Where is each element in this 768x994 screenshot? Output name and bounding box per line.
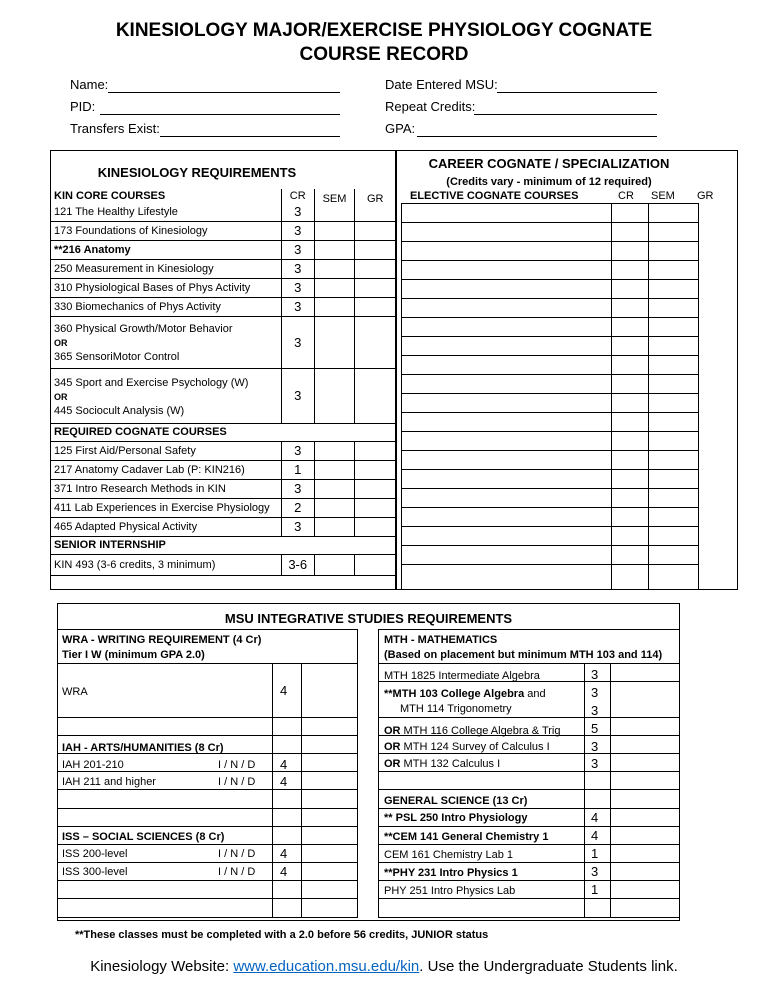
- kin-core-name: 310 Physiological Bases of Phys Activity: [51, 278, 282, 297]
- grid-line: [57, 880, 357, 881]
- mth-cr: 3: [591, 703, 599, 718]
- gr-cell[interactable]: [355, 517, 396, 536]
- grid-line: [57, 844, 357, 845]
- gr-cell[interactable]: [355, 278, 396, 297]
- mth-row: [384, 758, 500, 770]
- grid-line: [401, 279, 698, 280]
- grid-line: [401, 488, 698, 489]
- kin-core-name: 330 Biomechanics of Phys Activity: [51, 297, 282, 316]
- transfers-field[interactable]: [160, 136, 340, 137]
- grid-line: [378, 880, 680, 881]
- transfers-label: Transfers Exist:: [70, 121, 160, 136]
- grid-line: [378, 771, 680, 772]
- iss-heading: ISS – SOCIAL SCIENCES (8 Cr): [62, 831, 225, 843]
- sci-name: CEM 161 Chemistry Lab 1: [384, 849, 513, 861]
- mth-cr: 3: [591, 739, 599, 754]
- grid-line: [584, 663, 585, 918]
- career-gr-header: GR: [697, 190, 714, 202]
- career-subheading: (Credits vary - minimum of 12 required): [446, 176, 652, 188]
- iss-cr: 4: [280, 864, 288, 879]
- grid-line: [401, 545, 698, 546]
- wra-subheading: Tier I W (minimum GPA 2.0): [62, 649, 205, 661]
- table-row: [51, 221, 396, 240]
- mth-132: MTH 132 Calculus I: [400, 758, 501, 770]
- pid-field[interactable]: [100, 114, 340, 115]
- req-cr: 3: [281, 479, 314, 498]
- career-box: [396, 150, 738, 590]
- iah-grade[interactable]: I / N / D: [218, 759, 256, 771]
- grid-line: [648, 203, 649, 589]
- sem-cell[interactable]: [314, 517, 355, 536]
- intern-heading: SENIOR INTERNSHIP: [51, 536, 396, 554]
- grid-line: [57, 735, 357, 736]
- career-heading: CAREER COGNATE / SPECIALIZATION: [428, 156, 670, 171]
- kin-core-cr: 3: [281, 259, 314, 278]
- grid-line: [378, 826, 680, 827]
- gpa-label: GPA:: [385, 121, 416, 136]
- mth-124: MTH 124 Survey of Calculus I: [400, 741, 550, 753]
- mth-or: OR: [384, 758, 401, 770]
- kin-core-name: **216 Anatomy: [51, 240, 282, 259]
- gr-cell[interactable]: [355, 240, 396, 259]
- grid-line: [378, 917, 680, 918]
- kin-gr-header: GR: [355, 189, 396, 221]
- grid-line: [401, 564, 698, 565]
- grid-line: [57, 789, 357, 790]
- gr-cell[interactable]: [355, 221, 396, 240]
- kin-core-cr: 3: [281, 203, 314, 221]
- sci-name: PHY 251 Intro Physics Lab: [384, 885, 516, 897]
- req-cr: 1: [281, 460, 314, 479]
- iah-name: IAH 211 and higher: [62, 776, 156, 788]
- date-entered-field[interactable]: [497, 92, 657, 93]
- table-row: [51, 554, 396, 575]
- choice1-a: 360 Physical Growth/Motor Behavior: [54, 323, 233, 335]
- intern-cr: 3-6: [281, 554, 314, 575]
- grid-line: [401, 469, 698, 470]
- grid-line: [698, 203, 699, 589]
- kin-choice1-cr: 3: [281, 316, 314, 368]
- gr-cell[interactable]: [355, 554, 396, 575]
- mth-or: OR: [384, 725, 401, 737]
- kin-sem-header: SEM: [314, 189, 355, 221]
- sci-heading: GENERAL SCIENCE (13 Cr): [384, 795, 528, 807]
- date-entered-label: Date Entered MSU:: [385, 77, 498, 92]
- gr-cell[interactable]: [355, 259, 396, 278]
- mth-or: OR: [384, 741, 401, 753]
- sem-cell[interactable]: [314, 479, 355, 498]
- mth-row: [384, 725, 560, 737]
- kin-cr-header: CR: [281, 189, 314, 203]
- mth-row: MTH 1825 Intermediate Algebra: [384, 670, 540, 682]
- name-field[interactable]: [108, 92, 340, 93]
- kin-core-cr: 3: [281, 297, 314, 316]
- kin-choice2-cr: 3: [281, 368, 314, 423]
- website-prefix: Kinesiology Website:: [90, 958, 234, 975]
- grid-line: [57, 898, 357, 899]
- gpa-field[interactable]: [417, 136, 657, 137]
- mth-cr: 3: [591, 685, 599, 700]
- career-sem-header: SEM: [651, 190, 675, 202]
- choice1-b: 365 SensoriMotor Control: [54, 351, 180, 363]
- grid-line: [401, 260, 698, 261]
- gr-cell[interactable]: [355, 297, 396, 316]
- kin-heading: KINESIOLOGY REQUIREMENTS: [97, 165, 297, 180]
- gr-cell[interactable]: [355, 316, 396, 368]
- table-row: [51, 498, 396, 517]
- choice2-b: 445 Sociocult Analysis (W): [54, 404, 185, 417]
- grid-line: [401, 298, 698, 299]
- grid-line: [401, 507, 698, 508]
- grid-line: [57, 917, 357, 918]
- kin-core-cr: 3: [281, 221, 314, 240]
- grid-line: [401, 336, 698, 337]
- website-suffix: . Use the Undergraduate Students link.: [419, 958, 678, 975]
- sci-name: ** PSL 250 Intro Physiology: [384, 812, 528, 824]
- grid-line: [57, 771, 357, 772]
- grid-line: [57, 862, 357, 863]
- kin-core-cr: 3: [281, 240, 314, 259]
- grid-line: [378, 629, 379, 918]
- mth-and: and: [524, 688, 546, 700]
- choice2-or: OR: [54, 391, 68, 402]
- iss-cr: 4: [280, 846, 288, 861]
- iah-name: IAH 201-210: [62, 759, 124, 771]
- grid-line: [401, 412, 698, 413]
- iss-grade[interactable]: I / N / D: [218, 848, 256, 860]
- grid-line: [357, 629, 358, 918]
- iss-grade[interactable]: I / N / D: [218, 866, 256, 878]
- sem-cell[interactable]: [314, 297, 355, 316]
- kin-core-name: 173 Foundations of Kinesiology: [51, 221, 282, 240]
- table-row: [51, 278, 396, 297]
- table-row: [51, 517, 396, 536]
- kin-core-name: 121 The Healthy Lifestyle: [51, 203, 282, 221]
- mth-row: [384, 688, 546, 700]
- iah-heading: IAH - ARTS/HUMANITIES (8 Cr): [62, 742, 224, 754]
- table-row: [51, 368, 396, 423]
- mth-heading: MTH - MATHEMATICS: [384, 634, 498, 646]
- sem-cell[interactable]: [314, 554, 355, 575]
- wra-heading: WRA - WRITING REQUIREMENT (4 Cr): [62, 634, 262, 646]
- wra-cr: 4: [280, 683, 288, 698]
- grid-line: [401, 393, 698, 394]
- mth-row: MTH 114 Trigonometry: [400, 703, 512, 715]
- sci-name: **CEM 141 General Chemistry 1: [384, 831, 549, 843]
- table-row: [51, 441, 396, 460]
- grid-line: [401, 222, 698, 223]
- grid-line: [611, 203, 612, 589]
- grid-line: [401, 317, 698, 318]
- grid-line: [57, 629, 357, 630]
- grid-line: [610, 663, 611, 918]
- sem-cell[interactable]: [314, 259, 355, 278]
- table-row: [51, 479, 396, 498]
- gr-cell[interactable]: [355, 441, 396, 460]
- iah-cr: 4: [280, 757, 288, 772]
- kin-table: [50, 189, 396, 576]
- msu-heading: MSU INTEGRATIVE STUDIES REQUIREMENTS: [224, 611, 513, 626]
- repeat-credits-field[interactable]: [474, 114, 657, 115]
- mth-cr: 3: [591, 667, 599, 682]
- grid-line: [57, 826, 357, 827]
- pid-label: PID:: [70, 99, 96, 114]
- req-cognate-heading: REQUIRED COGNATE COURSES: [51, 423, 396, 441]
- choice2-a: 345 Sport and Exercise Psychology (W): [54, 376, 249, 389]
- sci-cr: 4: [591, 828, 599, 843]
- sem-cell[interactable]: [314, 441, 355, 460]
- grid-line: [401, 450, 698, 451]
- sem-cell[interactable]: [314, 221, 355, 240]
- grid-line: [378, 898, 680, 899]
- iah-cr: 4: [280, 774, 288, 789]
- grid-line: [378, 862, 680, 863]
- grid-line: [378, 808, 680, 809]
- wra-name: WRA: [62, 686, 88, 698]
- grid-line: [401, 526, 698, 527]
- page-subtitle: COURSE RECORD: [299, 44, 469, 65]
- table-row: [51, 297, 396, 316]
- gr-cell[interactable]: [355, 479, 396, 498]
- career-cr-header: CR: [618, 190, 634, 202]
- iss-name: ISS 200-level: [62, 848, 128, 860]
- req-cr: 2: [281, 498, 314, 517]
- sci-cr: 1: [591, 846, 599, 861]
- gr-cell[interactable]: [355, 460, 396, 479]
- grid-line: [378, 629, 680, 630]
- sci-name: **PHY 231 Intro Physics 1: [384, 867, 518, 879]
- sem-cell[interactable]: [314, 460, 355, 479]
- page-title: KINESIOLOGY MAJOR/EXERCISE PHYSIOLOGY COGNATE: [115, 20, 653, 41]
- req-name: 465 Adapted Physical Activity: [51, 517, 282, 536]
- sem-cell[interactable]: [314, 316, 355, 368]
- gr-cell[interactable]: [355, 368, 396, 423]
- iah-grade[interactable]: I / N / D: [218, 776, 256, 788]
- sem-cell[interactable]: [314, 240, 355, 259]
- mth-cr: 3: [591, 756, 599, 771]
- grid-line: [57, 808, 357, 809]
- req-name: 125 First Aid/Personal Safety: [51, 441, 282, 460]
- req-cr: 3: [281, 441, 314, 460]
- grid-line: [401, 203, 402, 589]
- kin-core-cr: 3: [281, 278, 314, 297]
- kin-choice1: [51, 316, 282, 368]
- kin-core-name: 250 Measurement in Kinesiology: [51, 259, 282, 278]
- grid-line: [57, 663, 357, 664]
- choice1-or: OR: [54, 338, 68, 348]
- sem-cell[interactable]: [314, 368, 355, 423]
- sci-cr: 1: [591, 882, 599, 897]
- grid-line: [401, 374, 698, 375]
- grid-line: [378, 789, 680, 790]
- iss-name: ISS 300-level: [62, 866, 128, 878]
- gr-cell[interactable]: [355, 498, 396, 517]
- grid-line: [378, 663, 680, 664]
- grid-line: [301, 663, 302, 918]
- grid-line: [57, 717, 357, 718]
- mth-subheading: (Based on placement but minimum MTH 103 and 114): [384, 649, 663, 661]
- req-name: 411 Lab Experiences in Exercise Physiology: [51, 498, 282, 517]
- elective-header: ELECTIVE COGNATE COURSES: [410, 190, 579, 202]
- grid-line: [401, 203, 698, 204]
- website-line: [0, 958, 768, 975]
- mth-103: **MTH 103 College Algebra: [384, 688, 525, 700]
- sem-cell[interactable]: [314, 498, 355, 517]
- grid-line: [378, 717, 680, 718]
- intern-name: KIN 493 (3-6 credits, 3 minimum): [51, 554, 282, 575]
- kin-core-header: KIN CORE COURSES: [51, 189, 282, 203]
- footnote: **These classes must be completed with a 2.0 before 56 credits, JUNIOR status: [75, 929, 489, 941]
- table-row: [51, 259, 396, 278]
- mth-cr: 5: [591, 721, 599, 736]
- mth-116: MTH 116 College Algebra & Trig: [400, 725, 561, 737]
- name-label: Name:: [70, 77, 109, 92]
- req-cr: 3: [281, 517, 314, 536]
- table-row: [51, 240, 396, 259]
- sci-cr: 4: [591, 810, 599, 825]
- table-row: [51, 316, 396, 368]
- grid-line: [401, 241, 698, 242]
- grid-line: [378, 844, 680, 845]
- grid-line: [378, 753, 680, 754]
- table-row: [51, 460, 396, 479]
- kin-choice2: [51, 368, 282, 423]
- repeat-credits-label: Repeat Credits:: [385, 99, 476, 114]
- grid-line: [401, 431, 698, 432]
- mth-row: [384, 741, 550, 753]
- website-link[interactable]: www.education.msu.edu/kin: [233, 958, 420, 975]
- grid-line: [401, 355, 698, 356]
- sci-cr: 3: [591, 864, 599, 879]
- req-name: 371 Intro Research Methods in KIN: [51, 479, 282, 498]
- sem-cell[interactable]: [314, 278, 355, 297]
- grid-line: [401, 589, 698, 590]
- req-name: 217 Anatomy Cadaver Lab (P: KIN216): [51, 460, 282, 479]
- grid-line: [272, 663, 273, 918]
